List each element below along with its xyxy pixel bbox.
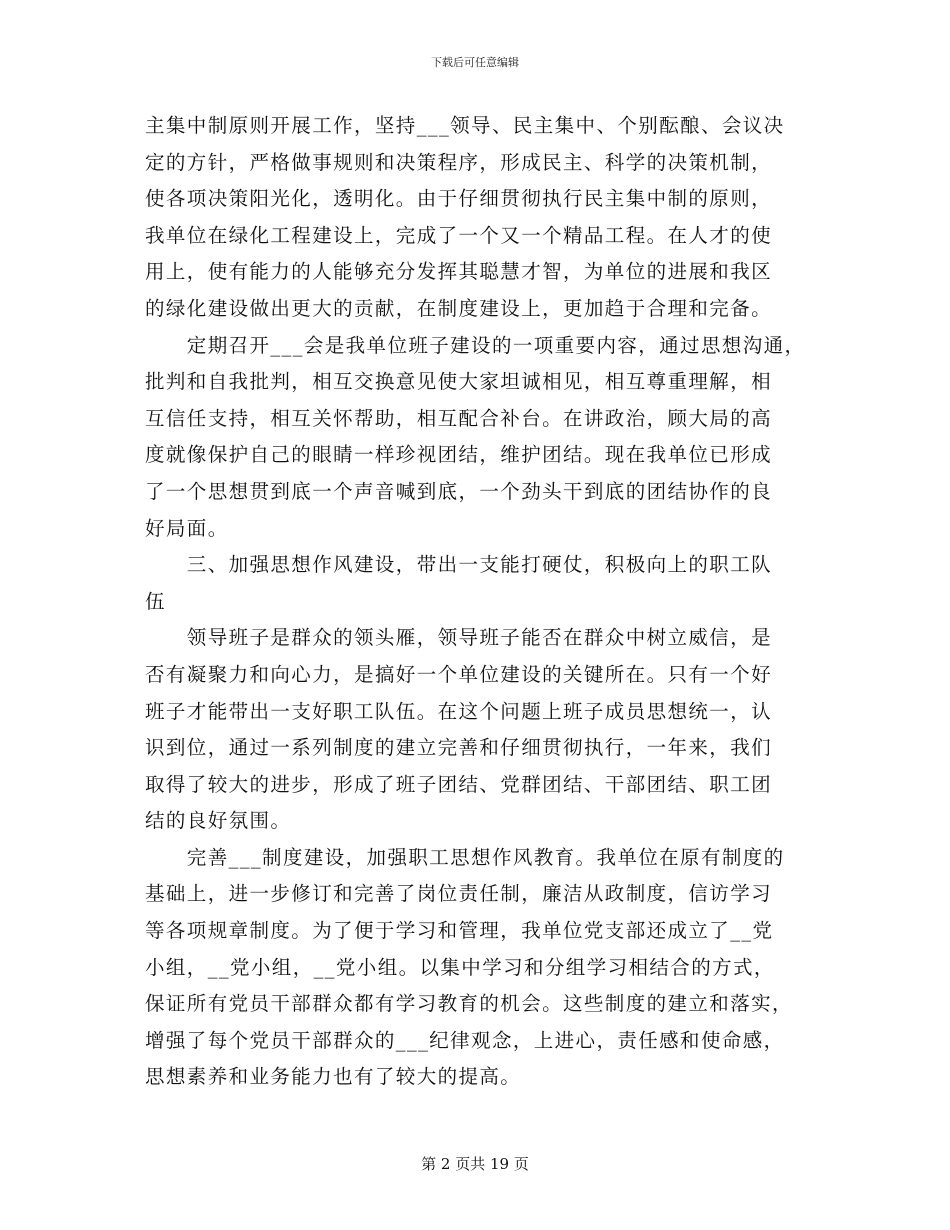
text-line: 取得了较大的进步，形成了班子团结、党群团结、干部团结、职工团 (145, 772, 773, 796)
text-line: 互信任支持，相互关怀帮助，相互配合补台。在讲政治，顾大局的高 (145, 406, 773, 430)
section-heading-line: 三、加强思想作风建设，带出一支能打硬仗，积极向上的职工队 (145, 553, 773, 577)
text-line: 完善___制度建设，加强职工思想作风教育。我单位在原有制度的 (145, 845, 785, 869)
page-footer: 第 2 页共 19 页 (421, 1155, 529, 1173)
text-line: 度就像保护自己的眼睛一样珍视团结，维护团结。现在我单位已形成 (145, 443, 773, 467)
text-line: 好局面。 (145, 516, 229, 540)
text-line: 定的方针，严格做事规则和决策程序，形成民主、科学的决策机制， (145, 150, 773, 174)
text-line: 的绿化建设做出更大的贡献，在制度建设上，更加趋于合理和完备。 (145, 296, 773, 320)
text-line: 保证所有党员干部群众都有学习教育的机会。这些制度的建立和落实， (145, 992, 793, 1016)
page-header: 下载后可任意编辑 (431, 56, 519, 69)
text-line: 主集中制原则开展工作，坚持___领导、民主集中、个别酝酿、会议决 (145, 114, 785, 137)
section-heading-line: 伍 (145, 589, 166, 613)
text-line: 班子才能带出一支好职工队伍。在这个问题上班子成员思想统一，认 (145, 699, 773, 723)
text-line: 结的良好氛围。 (145, 809, 292, 833)
text-line: 批判和自我批判，相互交换意见使大家坦诚相见，相互尊重理解，相 (145, 370, 773, 394)
text-line: 用上，使有能力的人能够充分发挥其聪慧才智，为单位的进展和我区 (145, 260, 773, 284)
text-line: 等各项规章制度。为了便于学习和管理，我单位党支部还成立了__党 (145, 919, 774, 943)
text-line: 使各项决策阳光化，透明化。由于仔细贯彻执行民主集中制的原则， (145, 187, 773, 211)
text-line: 小组，__党小组，__党小组。以集中学习和分组学习相结合的方式， (145, 955, 775, 979)
text-line: 了一个思想贯到底一个声音喊到底，一个劲头干到底的团结协作的良 (145, 479, 773, 503)
text-line: 识到位，通过一系列制度的建立完善和仔细贯彻执行，一年来，我们 (145, 736, 773, 760)
text-line: 领导班子是群众的领头雁，领导班子能否在群众中树立威信，是 (145, 626, 773, 650)
text-line: 否有凝聚力和向心力，是搞好一个单位建设的关键所在。只有一个好 (145, 662, 773, 686)
text-line: 我单位在绿化工程建设上，完成了一个又一个精品工程。在人才的使 (145, 223, 773, 247)
text-line: 思想素养和业务能力也有了较大的提高。 (145, 1065, 522, 1089)
text-line: 定期召开___会是我单位班子建设的一项重要内容，通过思想沟通， (145, 333, 806, 357)
text-line: 增强了每个党员干部群众的___纪律观念，上进心，责任感和使命感， (145, 1028, 785, 1052)
document-body (145, 108, 805, 1096)
text-line: 基础上，进一步修订和完善了岗位责任制，廉洁从政制度，信访学习 (145, 882, 773, 906)
